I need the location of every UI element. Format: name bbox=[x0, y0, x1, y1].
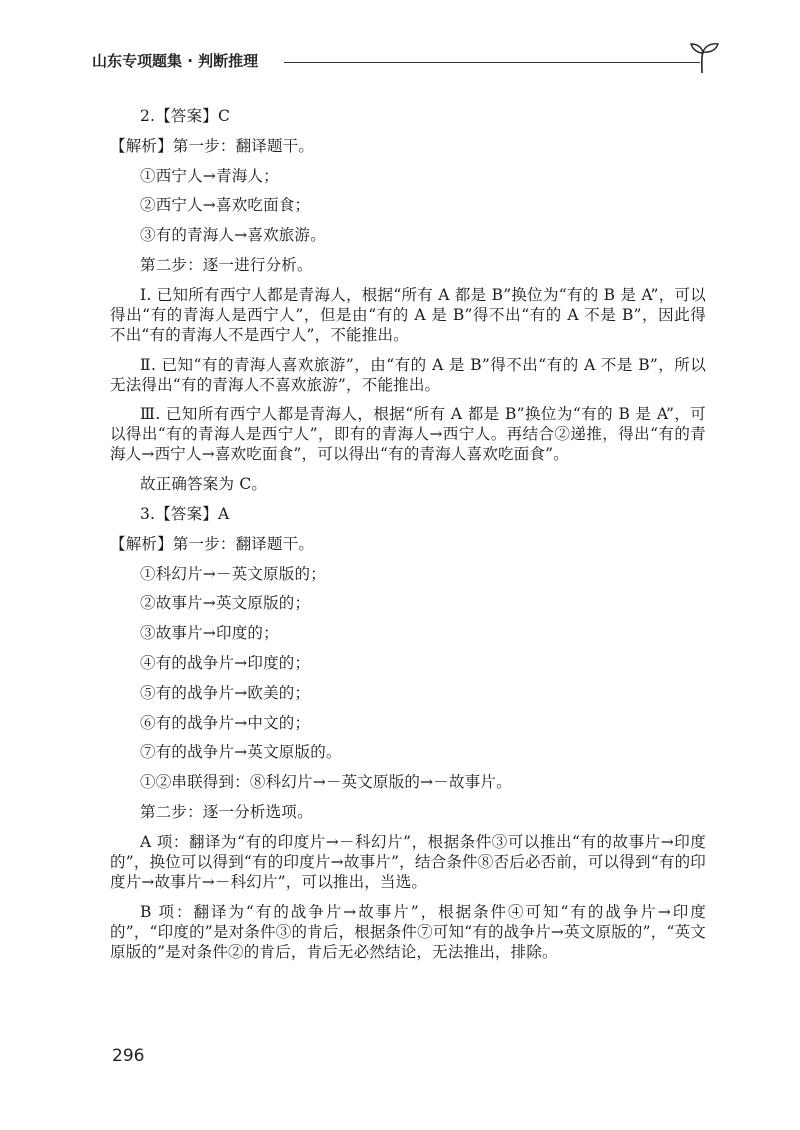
q3-item-4: ④有的战争片→印度的； bbox=[140, 653, 311, 672]
q3-option-a: A 项：翻译为“有的印度片→－科幻片”，根据条件③可以推出“有的故事片→印度的”，换位可以得到“有的印度片→故事片”，结合条件⑧否后必否前，可以得到“有的印度片→故事片→－科幻片”，可以推出，当选。 bbox=[110, 832, 706, 891]
q3-item-5: ⑤有的战争片→欧美的； bbox=[140, 683, 311, 702]
q3-item-7: ⑦有的战争片→英文原版的。 bbox=[140, 743, 342, 762]
q3-item-3: ③故事片→印度的； bbox=[140, 624, 279, 643]
q2-step2: 第二步：逐一进行分析。 bbox=[140, 255, 313, 274]
sprout-icon bbox=[688, 40, 722, 74]
q2-analysis-title: 【解析】第一步：翻译题干。 bbox=[110, 136, 315, 155]
q2-paragraph-2: Ⅱ. 已知“有的青海人喜欢旅游”，由“有的 A 是 B”得不出“有的 A 不是 B”，所以无法得出“有的青海人不喜欢旅游”，不能推出。 bbox=[110, 355, 706, 394]
q3-item-2: ②故事片→英文原版的； bbox=[140, 594, 311, 613]
q2-item-3: ③有的青海人→喜欢旅游。 bbox=[140, 226, 326, 245]
q2-answer: 2.【答案】C bbox=[140, 107, 231, 125]
header-title: 山东专项题集 · 判断推理 bbox=[92, 52, 259, 70]
q3-analysis-title: 【解析】第一步：翻译题干。 bbox=[110, 534, 315, 553]
q2-item-2: ②西宁人→喜欢吃面食； bbox=[140, 196, 311, 215]
q2-paragraph-3: Ⅲ. 已知所有西宁人都是青海人，根据“所有 A 都是 B”换位为“有的 B 是 A”，可以得出“有的青海人是西宁人”，即有的青海人→西宁人。再结合②递推，得出“有的青海人→西宁人→喜欢吃面食”，可以得出“有的青海人喜欢吃面食”。 bbox=[110, 405, 706, 464]
q3-answer: 3.【答案】A bbox=[140, 504, 230, 523]
q3-option-b: B 项：翻译为“有的战争片→故事片”，根据条件④可知“有的战争片→印度的”，“印度的”是对条件③的肯后，根据条件⑦可知“有的战争片→英文原版的”，“英文原版的”是对条件②的肯后，肯后无必然结论，无法推出，排除。 bbox=[110, 902, 706, 961]
q3-item-1: ①科幻片→－英文原版的； bbox=[140, 564, 326, 583]
q3-chain: ①②串联得到：⑧科幻片→－英文原版的→－故事片。 bbox=[140, 773, 512, 792]
page-header bbox=[92, 40, 722, 76]
q2-item-1: ①西宁人→青海人； bbox=[140, 166, 279, 185]
page-content bbox=[110, 106, 706, 971]
page-number: 296 bbox=[112, 1046, 145, 1066]
header-rule bbox=[284, 62, 700, 63]
q2-paragraph-1: Ⅰ. 已知所有西宁人都是青海人，根据“所有 A 都是 B”换位为“有的 B 是 A”，可以得出“有的青海人是西宁人”，但是由“有的 A 是 B”得不出“有的 A 不是 B”，因此得不出“有的青海人不是西宁人”，不能推出。 bbox=[110, 285, 706, 344]
q3-step2: 第二步：逐一分析选项。 bbox=[140, 802, 313, 821]
q2-conclusion: 故正确答案为 C。 bbox=[140, 475, 268, 494]
q3-item-6: ⑥有的战争片→中文的； bbox=[140, 713, 311, 732]
